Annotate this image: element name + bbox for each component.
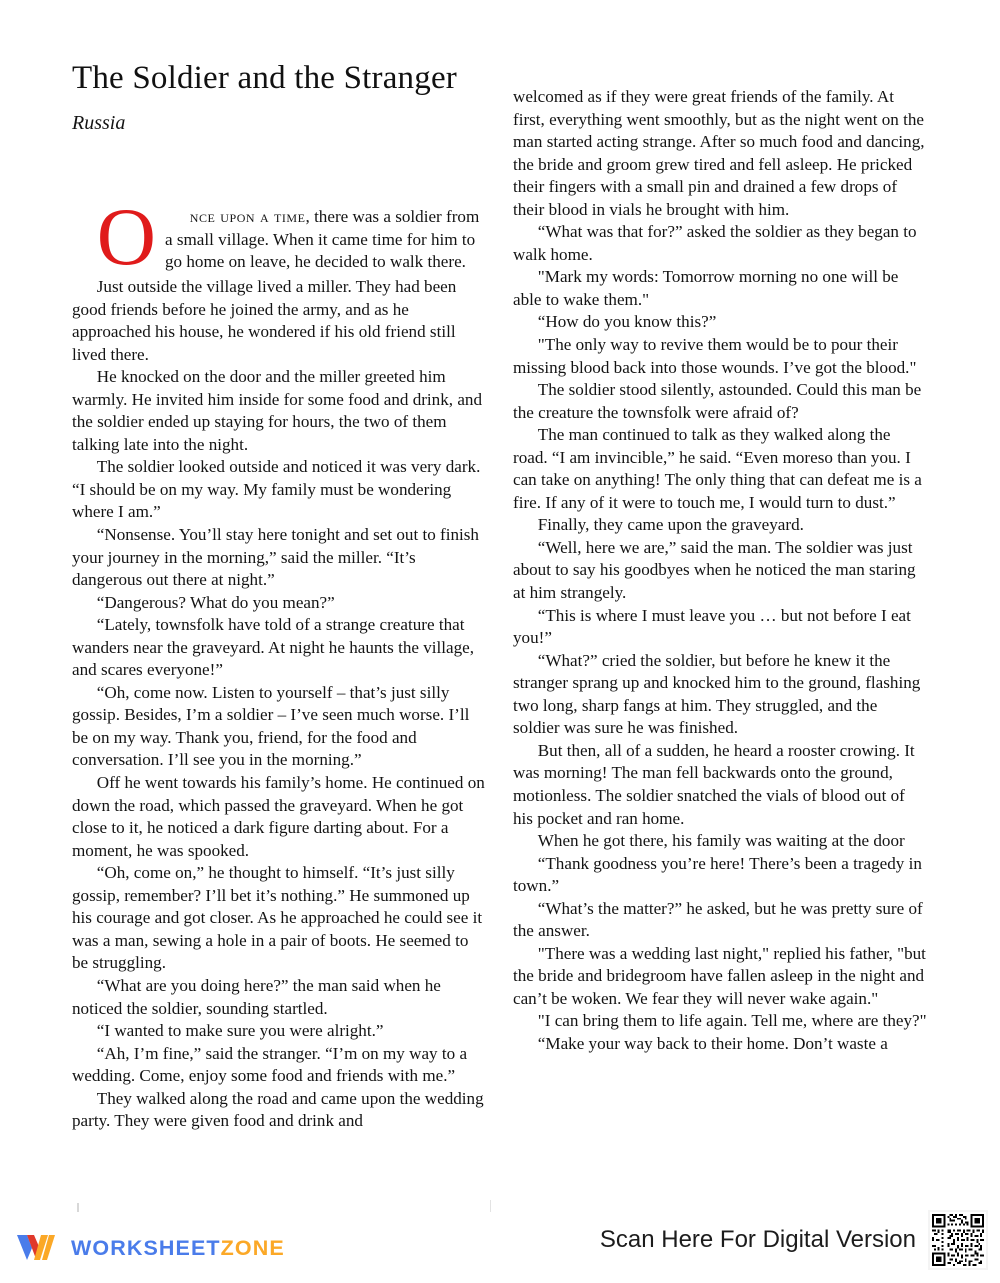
opening-rest: , there was a soldier from a small village. When it came time for him to go home on leave, he decided to walk there. [165,207,480,272]
paragraph: He knocked on the door and the miller greeted him warmly. He invited him inside for some food and drink, and the soldier ended up staying for hours, the two of them talking late into the night. [72,367,483,454]
paragraph: The soldier stood silently, astounded. Could this man be the creature the townsfolk were afraid of? [513,380,922,422]
opening-smallcaps: nce upon a time [189,207,306,226]
paragraph: Just outside the village lived a miller. They had been good friends before he joined the army, and as he approached his house, he wondered if his old friend still lived there. [72,277,457,364]
paragraph: “Oh, come on,” he thought to himself. “It’s just silly gossip, remember? I’ll bet it’s nothing.” He summoned up his courage and got closer. As he approached he could see it was a man, sewing a hole in a pair of boots. He seemed to be struggling. [72,863,483,973]
paragraph-continuation: welcomed as if they were great friends of the family. At first, everything went smoothly, but as the night went on the man started acting strange. After so much food and dancing, the bride and groom grew tired and fell asleep. He pricked their fingers with a small pin and drained a few drops of their blood in vials he brought with him. [513,87,925,219]
paragraph: The soldier looked outside and noticed it was very dark. “I should be on my way. My family must be wondering where I am.” [72,457,481,522]
paragraph: “Well, here we are,” said the man. The soldier was just about to say his goodbyes when he noticed the man staring at him strangely. [513,537,916,603]
paragraph: “Ah, I’m fine,” said the stranger. “I’m on my way to a wedding. Come, enjoy some food and friends with me.” [72,1043,468,1086]
story-origin: Russia [72,111,126,134]
qr-code[interactable] [928,1210,988,1270]
paragraph: “I wanted to make sure you were alright.” [96,1021,384,1041]
paragraph: “How do you know this?” [537,312,717,332]
paragraph: Finally, they came upon the graveyard. [537,515,804,535]
paragraph: “Dangerous? What do you mean?” [96,592,335,612]
drop-cap: O [96,191,156,282]
paragraph: “Nonsense. You’ll stay here tonight and set out to finish your journey in the morning,” said the miller. “It’s dangerous out there at night.” [72,525,479,590]
paragraph: “Lately, townsfolk have told of a strange creature that wanders near the graveyard. At night he haunts the village, and scares everyone!” [72,615,475,680]
page-footer [0,1187,1000,1283]
paragraph: “Thank goodness you’re here! There’s been a tragedy in town.” [513,853,922,896]
paragraph: But then, all of a sudden, he heard a rooster crowing. It was morning! The man fell backwards onto the ground, motionless. The soldier snatched the vials of blood out of his pocket and ran home. [513,740,915,828]
paragraph: “Oh, come now. Listen to yourself – that’s just silly gossip. Besides, I’m a soldier – I’ve seen much worse. I’ll be on my way. Thank you, friend, for the food and conversation. I’ll see you in the morning.” [72,682,470,770]
paragraph: "There was a wedding last night," replied his father, "but the bride and bridegroom have fallen asleep in the night and can’t be woken. We fear they will never wake again." [513,943,926,1008]
opening-paragraph [72,191,487,282]
story-body [72,86,928,1166]
paragraph: They walked along the road and came upon the wedding party. They were given food and drink and [72,1088,484,1131]
w-logo-icon [14,1231,62,1265]
paragraph: “This is where I must leave you … but not before I eat you!” [513,605,911,648]
worksheet-zone-logo[interactable] [14,1231,285,1265]
page-title: The Soldier and the Stranger [72,60,457,96]
paragraph: “What’s the matter?” he asked, but he was pretty sure of the answer. [513,898,923,941]
column-right [513,86,928,1056]
paragraph: When he got there, his family was waiting at the door [537,831,905,851]
paragraph: "I can bring them to life again. Tell me, where are they?" [537,1011,927,1031]
scan-label: Scan Here For Digital Version [599,1226,916,1253]
paragraph: “What was that for?” asked the soldier as they began to walk home. [513,222,917,264]
qr-code-image [930,1212,986,1268]
paragraph: Off he went towards his family’s home. He continued on down the road, which passed the graveyard. When he got close to it, he noticed a dark figure darting about. For a moment, he was spooked. [72,773,485,860]
logo-wordmark [71,1236,285,1261]
paragraph: The man continued to talk as they walked along the road. “I am invincible,” he said. “Even moreso than you. I can take on anything! The only thing that can defeat me is a fire. If any of it were to touch me, I would turn to dust.” [513,425,922,512]
paragraph: "The only way to revive them would be to pour their missing blood back into those wounds. I’ve got the blood." [513,335,917,377]
logo-worksheet-text: WORKSHEET [71,1235,221,1260]
logo-zone-text: ZONE [220,1235,285,1260]
column-left [72,86,487,1133]
paragraph: “What?” cried the soldier, but before he knew it the stranger sprang up and knocked him to the ground, flashing two long, sharp fangs at him. They struggled, and the soldier was sure he was finished. [513,650,921,738]
scan-digital-version[interactable] [600,1210,988,1270]
paragraph: "Mark my words: Tomorrow morning no one will be able to wake them." [513,267,899,309]
paragraph: “What are you doing here?” the man said when he noticed the soldier, sounding startled. [72,975,441,1018]
paragraph: “Make your way back to their home. Don’t waste a [537,1033,888,1053]
